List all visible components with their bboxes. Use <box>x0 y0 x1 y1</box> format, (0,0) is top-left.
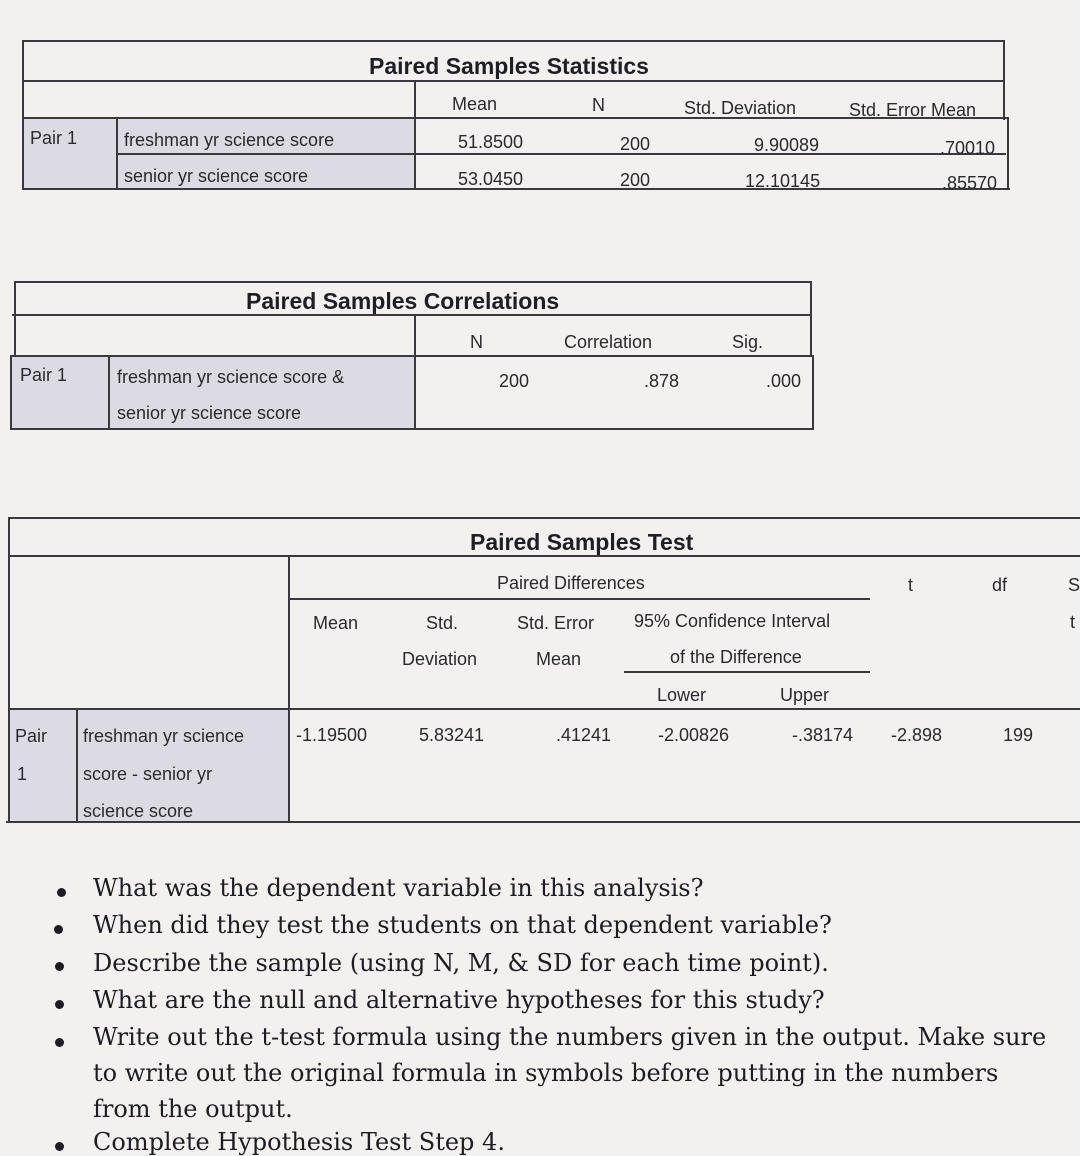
header-std-deviation-1: Std. <box>426 613 459 633</box>
header-sig: Sig. <box>732 332 764 352</box>
paired-samples-statistics-table <box>0 0 1080 200</box>
header-correlation: Correlation <box>564 332 653 352</box>
correlations-title: Paired Samples Correlations <box>246 288 560 314</box>
cell-t: -2.898 <box>891 725 943 745</box>
bullet-icon <box>54 925 63 934</box>
question-3: Describe the sample (using N, M, & SD for each time point). <box>93 949 829 977</box>
header-std-error-mean: Std. Error Mean <box>849 100 977 120</box>
question-5-line-2: to write out the original formula in symbols before putting in the numbers <box>93 1059 999 1087</box>
row-label-line-2: score - senior yr <box>83 764 213 784</box>
paired-samples-test-table <box>0 500 1080 830</box>
header-sig-1: S <box>1068 575 1080 595</box>
cell-correlation: .878 <box>644 371 680 391</box>
header-ci-2: of the Difference <box>670 647 802 667</box>
question-1: What was the dependent variable in this analysis? <box>93 874 704 902</box>
header-df: df <box>992 575 1008 595</box>
cell-mean: 53.0450 <box>458 169 524 189</box>
test-title: Paired Samples Test <box>470 529 694 555</box>
header-std-error-1: Std. Error <box>517 613 595 633</box>
header-upper: Upper <box>780 685 830 705</box>
cell-mean: -1.19500 <box>296 725 368 745</box>
question-4: What are the null and alternative hypotheses for this study? <box>93 986 825 1014</box>
question-list <box>0 860 1080 1156</box>
cell-std-error-mean: .85570 <box>942 173 998 193</box>
row-label: freshman yr science score <box>124 130 335 150</box>
header-n: N <box>592 95 605 115</box>
cell-std-deviation: 9.90089 <box>754 135 820 155</box>
header-t: t <box>908 575 914 595</box>
paired-samples-correlations-table <box>0 270 1080 440</box>
cell-upper: -.38174 <box>792 725 854 745</box>
cell-mean: 51.8500 <box>458 132 524 152</box>
pair-label: Pair 1 <box>20 365 68 385</box>
row-label-line-1: freshman yr science score & <box>117 367 345 387</box>
row-label-line-2: senior yr science score <box>117 403 302 423</box>
header-sig-2: t <box>1070 612 1076 632</box>
header-paired-differences: Paired Differences <box>497 573 645 593</box>
pair-label-1: Pair <box>15 726 48 746</box>
pair-label: Pair 1 <box>30 128 78 148</box>
cell-lower: -2.00826 <box>658 725 730 745</box>
question-2: When did they test the students on that dependent variable? <box>93 911 832 939</box>
cell-n: 200 <box>620 170 651 190</box>
question-5-line-3: from the output. <box>93 1095 293 1123</box>
question-5-line-1: Write out the t-test formula using the numbers given in the output. Make sure <box>93 1023 1047 1051</box>
bullet-icon <box>55 1000 64 1009</box>
row-label-line-1: freshman yr science <box>83 726 245 746</box>
stats-title: Paired Samples Statistics <box>369 53 649 79</box>
header-std-deviation-2: Deviation <box>402 649 478 669</box>
question-6: Complete Hypothesis Test Step 4. <box>93 1128 505 1156</box>
cell-std-deviation: 5.83241 <box>419 725 485 745</box>
cell-std-deviation: 12.10145 <box>745 171 821 191</box>
header-mean: Mean <box>452 94 498 114</box>
header-n: N <box>470 332 483 352</box>
bullet-icon <box>57 888 66 897</box>
row-label: senior yr science score <box>124 166 309 186</box>
header-std-deviation: Std. Deviation <box>684 98 797 118</box>
cell-n: 200 <box>499 371 530 391</box>
header-std-error-2: Mean <box>536 649 582 669</box>
bullet-icon <box>55 962 64 971</box>
bullet-icon <box>55 1038 64 1047</box>
cell-std-error-mean: .70010 <box>940 138 996 158</box>
cell-n: 200 <box>620 134 651 154</box>
cell-sig: .000 <box>766 371 802 391</box>
cell-std-error-mean: .41241 <box>556 725 612 745</box>
header-lower: Lower <box>657 685 707 705</box>
cell-df: 199 <box>1003 725 1034 745</box>
pair-label-2: 1 <box>17 764 28 784</box>
header-mean: Mean <box>313 613 359 633</box>
row-label-line-3: science score <box>83 801 194 821</box>
header-ci-1: 95% Confidence Interval <box>634 611 831 631</box>
